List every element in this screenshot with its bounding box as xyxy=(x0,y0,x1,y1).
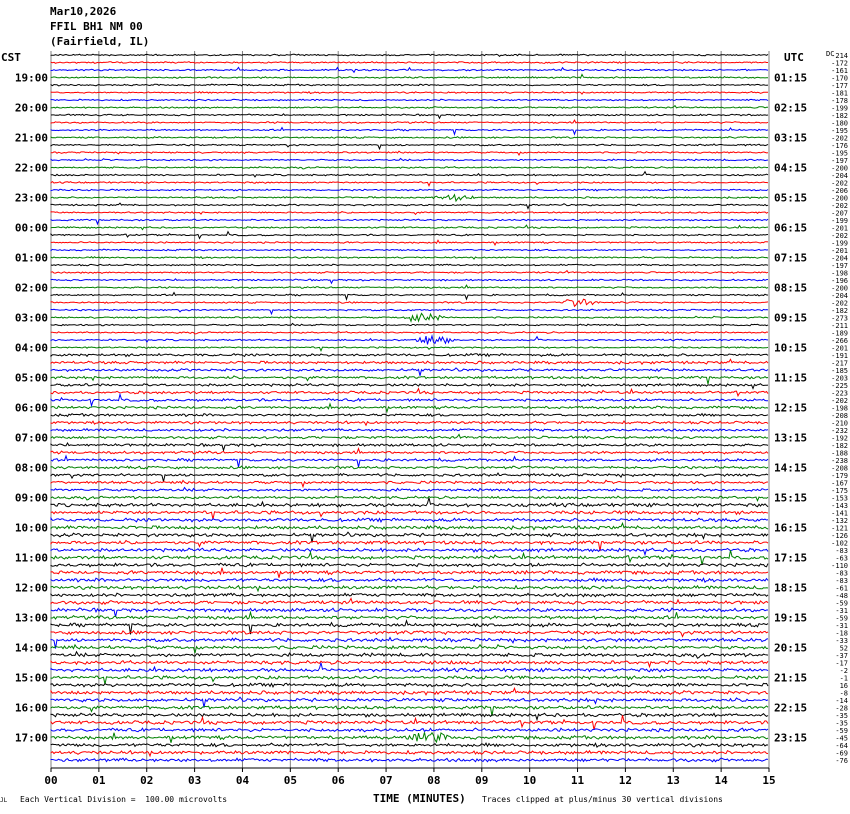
dc-offset-label: -48 xyxy=(835,592,848,600)
dc-offset-label: -225 xyxy=(831,382,848,390)
seismic-trace xyxy=(51,404,768,412)
seismic-trace xyxy=(51,389,768,396)
dc-offset-label: -8 xyxy=(839,689,848,698)
seismic-trace xyxy=(51,257,768,260)
dc-offset-label: -167 xyxy=(831,479,848,488)
seismic-trace xyxy=(51,144,768,149)
dc-offset-label: -170 xyxy=(831,74,848,83)
x-tick-label: 03 xyxy=(187,774,202,787)
left-hour-label: 21:00 xyxy=(14,131,48,145)
seismic-trace xyxy=(51,661,768,667)
seismic-trace xyxy=(51,74,768,78)
seismic-trace xyxy=(51,324,768,326)
seismic-trace xyxy=(51,663,768,672)
seismic-trace xyxy=(51,106,768,109)
left-hour-label: 04:00 xyxy=(14,341,48,355)
seismic-trace xyxy=(51,578,768,582)
right-hour-label: 18:15 xyxy=(774,581,808,595)
seismic-trace xyxy=(51,240,768,245)
dc-offset-label: -18 xyxy=(835,629,848,638)
left-hour-label: 22:00 xyxy=(14,161,48,175)
seismic-trace xyxy=(51,728,768,732)
right-hour-label: 07:15 xyxy=(774,251,808,265)
left-hour-label: 11:00 xyxy=(14,551,48,565)
left-hour-label: 20:00 xyxy=(14,101,48,115)
dc-offset-label: -273 xyxy=(831,314,848,323)
x-tick-label: 09 xyxy=(475,774,489,787)
dc-offset-label: -59 xyxy=(835,599,848,608)
dc-offset-label: -201 xyxy=(831,247,848,255)
left-hour-label: 19:00 xyxy=(14,71,48,85)
left-hour-label: 08:00 xyxy=(14,461,48,475)
dc-offset-label: -83 xyxy=(835,569,848,578)
right-hour-label: 03:15 xyxy=(774,131,808,145)
x-tick-label: 12 xyxy=(618,774,633,787)
dc-offset-label: -202 xyxy=(831,202,848,210)
seismic-trace xyxy=(51,128,768,135)
dc-offset-label: -202 xyxy=(831,232,848,240)
right-hour-label: 04:15 xyxy=(774,161,808,175)
dc-offset-label: -181 xyxy=(831,89,848,98)
seismic-trace xyxy=(51,232,768,239)
seismic-trace xyxy=(51,434,768,439)
left-hour-label: 09:00 xyxy=(14,491,48,505)
seismic-trace xyxy=(51,368,768,376)
seismic-trace xyxy=(51,84,768,86)
dc-offset-label: -232 xyxy=(831,427,848,435)
dc-offset-label: -204 xyxy=(831,254,848,263)
seismic-trace xyxy=(51,496,768,501)
x-tick-label: 04 xyxy=(235,774,250,787)
dc-offset-label: -266 xyxy=(831,337,848,345)
x-axis-ticks xyxy=(44,768,775,787)
header-location: (Fairfield, IL) xyxy=(50,35,150,48)
left-hour-label: 16:00 xyxy=(14,701,48,715)
seismic-trace xyxy=(51,758,768,762)
dc-offset-label: -121 xyxy=(831,524,848,533)
right-hour-label: 01:15 xyxy=(774,71,808,85)
seismic-trace xyxy=(51,688,768,695)
left-hour-label: 05:00 xyxy=(14,371,48,385)
seismic-trace xyxy=(51,652,768,658)
seismic-trace xyxy=(51,99,768,101)
seismic-trace xyxy=(51,172,768,177)
dc-offset-label: -180 xyxy=(831,119,848,128)
dc-offset-label: -201 xyxy=(831,224,848,233)
dc-offset-label: -208 xyxy=(831,412,848,420)
dc-offset-labels xyxy=(831,52,848,765)
right-hour-label: 16:15 xyxy=(774,521,808,535)
seismic-trace xyxy=(51,732,768,743)
left-hour-label: 15:00 xyxy=(14,671,48,685)
x-tick-label: 11 xyxy=(570,774,585,787)
seismic-trace xyxy=(51,548,768,554)
seismic-trace xyxy=(51,309,768,314)
seismic-trace xyxy=(51,598,768,604)
dc-offset-label: -59 xyxy=(835,614,848,623)
seismic-trace xyxy=(51,715,768,730)
seismic-trace xyxy=(51,593,768,597)
seismic-trace xyxy=(51,354,768,357)
right-hour-labels xyxy=(774,72,807,745)
left-hour-label: 07:00 xyxy=(14,431,48,445)
seismic-trace xyxy=(51,293,768,300)
dc-offset-label: -31 xyxy=(835,607,848,615)
dc-offset-label: -197 xyxy=(831,157,848,165)
seismic-trace xyxy=(51,279,768,283)
dc-offset-label: -198 xyxy=(831,404,848,413)
seismic-trace xyxy=(51,511,768,520)
dc-offset-label: -14 xyxy=(835,697,848,705)
seismic-trace xyxy=(51,384,768,389)
x-axis-title: TIME (MINUTES) xyxy=(373,792,466,805)
seismic-trace xyxy=(51,466,768,469)
dc-offset-label: -153 xyxy=(831,494,848,503)
seismic-trace xyxy=(51,532,768,542)
left-hour-label: 01:00 xyxy=(14,251,48,265)
seismic-trace xyxy=(51,713,768,719)
header-station: FFIL BH1 NM 00 xyxy=(50,20,143,33)
right-hour-label: 09:15 xyxy=(774,311,808,325)
seismic-trace xyxy=(51,264,768,266)
right-hour-label: 02:15 xyxy=(774,101,808,115)
seismic-trace xyxy=(51,92,768,95)
seismic-trace xyxy=(51,498,768,507)
seismic-trace xyxy=(51,743,768,747)
dc-offset-label: -199 xyxy=(831,104,848,113)
seismic-trace xyxy=(51,167,768,169)
seismic-trace xyxy=(51,443,768,450)
seismic-trace xyxy=(51,332,768,334)
dc-offset-label: -178 xyxy=(831,97,848,105)
left-hour-label: 14:00 xyxy=(14,641,48,655)
right-hour-label: 14:15 xyxy=(774,461,808,475)
right-hour-label: 20:15 xyxy=(774,641,808,655)
x-tick-label: 06 xyxy=(331,774,345,787)
dc-offset-label: -211 xyxy=(831,322,848,330)
dc-header-label: DC xyxy=(826,50,835,58)
seismic-trace xyxy=(51,137,768,139)
left-hour-label: 03:00 xyxy=(14,311,48,325)
x-tick-label: 15 xyxy=(762,774,776,787)
dc-offset-label: -61 xyxy=(835,584,848,593)
seismic-trace xyxy=(51,568,768,578)
logo-mark: JL xyxy=(0,797,8,804)
dc-offset-label: -31 xyxy=(835,622,848,630)
right-hour-label: 19:15 xyxy=(774,611,808,625)
seismic-trace xyxy=(51,456,768,467)
dc-offset-label: -102 xyxy=(831,539,848,548)
dc-offset-label: -202 xyxy=(831,397,848,405)
dc-offset-label: -206 xyxy=(831,187,848,195)
x-tick-label: 02 xyxy=(140,774,154,787)
left-hour-label: 13:00 xyxy=(14,611,48,625)
dc-offset-label: -35 xyxy=(835,719,848,728)
seismic-trace xyxy=(51,159,768,161)
x-tick-label: 01 xyxy=(92,774,106,787)
dc-offset-label: -143 xyxy=(831,502,848,510)
dc-offset-label: -177 xyxy=(831,82,848,90)
seismic-trace xyxy=(51,203,768,208)
dc-offset-label: 52 xyxy=(839,644,848,653)
seismic-trace xyxy=(51,195,768,201)
dc-offset-label: 16 xyxy=(839,682,848,690)
seismic-trace xyxy=(51,62,768,64)
x-tick-label: 08 xyxy=(427,774,441,787)
seismic-trace xyxy=(51,429,768,432)
seismic-trace xyxy=(51,683,768,687)
dc-offset-label: -176 xyxy=(831,142,848,150)
dc-offset-label: -1 xyxy=(839,674,848,683)
dc-offset-label: -223 xyxy=(831,389,848,398)
dc-offset-label: -175 xyxy=(831,487,848,495)
dc-offset-label: -204 xyxy=(831,172,848,180)
dc-offset-label: -69 xyxy=(835,749,848,758)
dc-offset-label: -208 xyxy=(831,464,848,473)
x-tick-label: 05 xyxy=(283,774,297,787)
seismic-trace xyxy=(51,631,768,637)
seismic-trace xyxy=(51,523,768,530)
dc-offset-label: -35 xyxy=(835,712,848,720)
left-hour-label: 17:00 xyxy=(14,731,48,745)
right-hour-label: 15:15 xyxy=(774,491,808,505)
dc-offset-label: -132 xyxy=(831,517,848,525)
clip-note: Traces clipped at plus/minus 30 vertical divisions xyxy=(482,795,723,804)
right-hour-label: 10:15 xyxy=(774,341,808,355)
seismic-trace xyxy=(51,359,768,364)
seismic-trace xyxy=(51,518,768,522)
dc-offset-label: -199 xyxy=(831,239,848,248)
right-timezone-label: UTC xyxy=(784,51,804,64)
dc-offset-label: -195 xyxy=(831,127,848,135)
seismic-trace xyxy=(51,225,768,229)
dc-offset-label: -207 xyxy=(831,209,848,218)
right-hour-label: 13:15 xyxy=(774,431,808,445)
seismic-trace xyxy=(51,586,768,591)
dc-offset-label: -196 xyxy=(831,277,848,285)
right-hour-label: 23:15 xyxy=(774,731,808,745)
seismic-trace xyxy=(51,299,768,306)
seismic-trace xyxy=(51,347,768,351)
seismic-trace xyxy=(51,563,768,567)
right-hour-label: 06:15 xyxy=(774,221,808,235)
dc-offset-label: -64 xyxy=(835,742,848,750)
dc-offset-label: -197 xyxy=(831,262,848,270)
dc-offset-label: -161 xyxy=(831,67,848,75)
seismic-trace xyxy=(51,697,768,707)
x-tick-label: 00 xyxy=(44,774,58,787)
dc-offset-label: -182 xyxy=(831,307,848,315)
dc-offset-label: -182 xyxy=(831,442,848,450)
dc-offset-label: -203 xyxy=(831,374,848,383)
dc-offset-label: -17 xyxy=(835,659,848,668)
dc-offset-label: -202 xyxy=(831,179,848,188)
left-hour-label: 06:00 xyxy=(14,401,48,415)
seismic-trace xyxy=(51,182,768,186)
seismic-trace xyxy=(51,114,768,118)
x-tick-label: 13 xyxy=(666,774,680,787)
dc-offset-label: -200 xyxy=(831,284,848,293)
dc-offset-label: -200 xyxy=(831,164,848,173)
seismic-trace xyxy=(51,67,768,72)
dc-offset-label: -199 xyxy=(831,217,848,225)
seismic-trace xyxy=(51,313,768,321)
seismic-trace xyxy=(51,488,768,492)
dc-offset-label: -76 xyxy=(835,757,848,765)
dc-offset-label: -202 xyxy=(831,134,848,143)
dc-offset-label: -200 xyxy=(831,194,848,203)
dc-offset-label: -191 xyxy=(831,352,848,360)
left-hour-label: 02:00 xyxy=(14,281,48,295)
dc-offset-label: -185 xyxy=(831,367,848,375)
dc-offset-label: -59 xyxy=(835,727,848,735)
seismic-trace xyxy=(51,480,768,486)
seismic-trace xyxy=(51,212,768,215)
left-hour-label: 23:00 xyxy=(14,191,48,205)
dc-offset-label: -45 xyxy=(835,734,848,743)
dc-offset-label: -192 xyxy=(831,434,848,443)
left-hour-label: 12:00 xyxy=(14,581,48,595)
left-hour-labels xyxy=(15,72,48,745)
seismic-trace xyxy=(51,395,768,406)
grid-lines xyxy=(51,51,769,768)
seismic-trace xyxy=(51,151,768,155)
right-hour-label: 12:15 xyxy=(774,401,808,415)
dc-offset-label: -83 xyxy=(835,547,848,555)
header-date: Mar10,2026 xyxy=(50,5,117,18)
seismic-trace xyxy=(51,414,768,417)
seismic-trace xyxy=(51,608,768,617)
dc-offset-label: -83 xyxy=(835,577,848,585)
dc-offset-label: -210 xyxy=(831,419,848,428)
seismic-trace xyxy=(51,54,768,56)
seismic-trace xyxy=(51,473,768,482)
seismic-trace xyxy=(51,120,768,123)
seismic-trace xyxy=(51,336,768,345)
seismic-trace xyxy=(51,612,768,619)
seismic-trace xyxy=(51,189,768,191)
dc-offset-label: -33 xyxy=(835,637,848,645)
seismic-trace xyxy=(51,550,768,565)
right-hour-label: 11:15 xyxy=(774,371,808,385)
dc-offset-label: -195 xyxy=(831,149,848,158)
dc-offset-label: -37 xyxy=(835,652,848,660)
dc-offset-label: -28 xyxy=(835,704,848,713)
dc-offset-label: -110 xyxy=(831,562,848,570)
right-hour-label: 08:15 xyxy=(774,281,808,295)
dc-offset-label: -217 xyxy=(831,359,848,368)
dc-offset-label: -141 xyxy=(831,509,848,518)
dc-offset-label: -172 xyxy=(831,59,848,68)
seismic-trace xyxy=(51,271,768,274)
seismic-trace xyxy=(51,449,768,454)
dc-offset-label: -63 xyxy=(835,554,848,563)
dc-offset-label: -201 xyxy=(831,344,848,353)
right-hour-label: 17:15 xyxy=(774,551,808,565)
dc-offset-label: -189 xyxy=(831,329,848,338)
dc-offset-label: -204 xyxy=(831,292,848,300)
seismic-trace xyxy=(51,376,768,384)
seismic-traces xyxy=(51,54,768,762)
dc-offset-label: -188 xyxy=(831,449,848,458)
seismic-trace xyxy=(51,751,768,756)
x-tick-label: 07 xyxy=(379,774,393,787)
seismic-trace xyxy=(51,645,768,653)
dc-offset-label: -126 xyxy=(831,532,848,540)
x-tick-label: 10 xyxy=(523,774,537,787)
dc-offset-label: -202 xyxy=(831,299,848,308)
dc-offset-label: -214 xyxy=(831,52,848,60)
right-hour-label: 05:15 xyxy=(774,191,808,205)
seismic-trace xyxy=(51,285,768,288)
left-hour-label: 10:00 xyxy=(14,521,48,535)
right-hour-label: 21:15 xyxy=(774,671,808,685)
dc-offset-label: -198 xyxy=(831,269,848,278)
dc-offset-label: -238 xyxy=(831,457,848,465)
dc-offset-label: -179 xyxy=(831,472,848,480)
seismic-trace xyxy=(51,219,768,224)
right-hour-label: 22:15 xyxy=(774,701,808,715)
left-hour-label: 00:00 xyxy=(14,221,48,235)
dc-offset-label: -182 xyxy=(831,112,848,120)
seismic-trace xyxy=(51,249,768,251)
left-timezone-label: CST xyxy=(1,51,21,64)
seismic-trace xyxy=(51,421,768,425)
x-tick-label: 14 xyxy=(714,774,728,787)
division-note: Each Vertical Division = 100.00 microvolts xyxy=(20,795,228,804)
dc-offset-label: -2 xyxy=(839,667,848,675)
